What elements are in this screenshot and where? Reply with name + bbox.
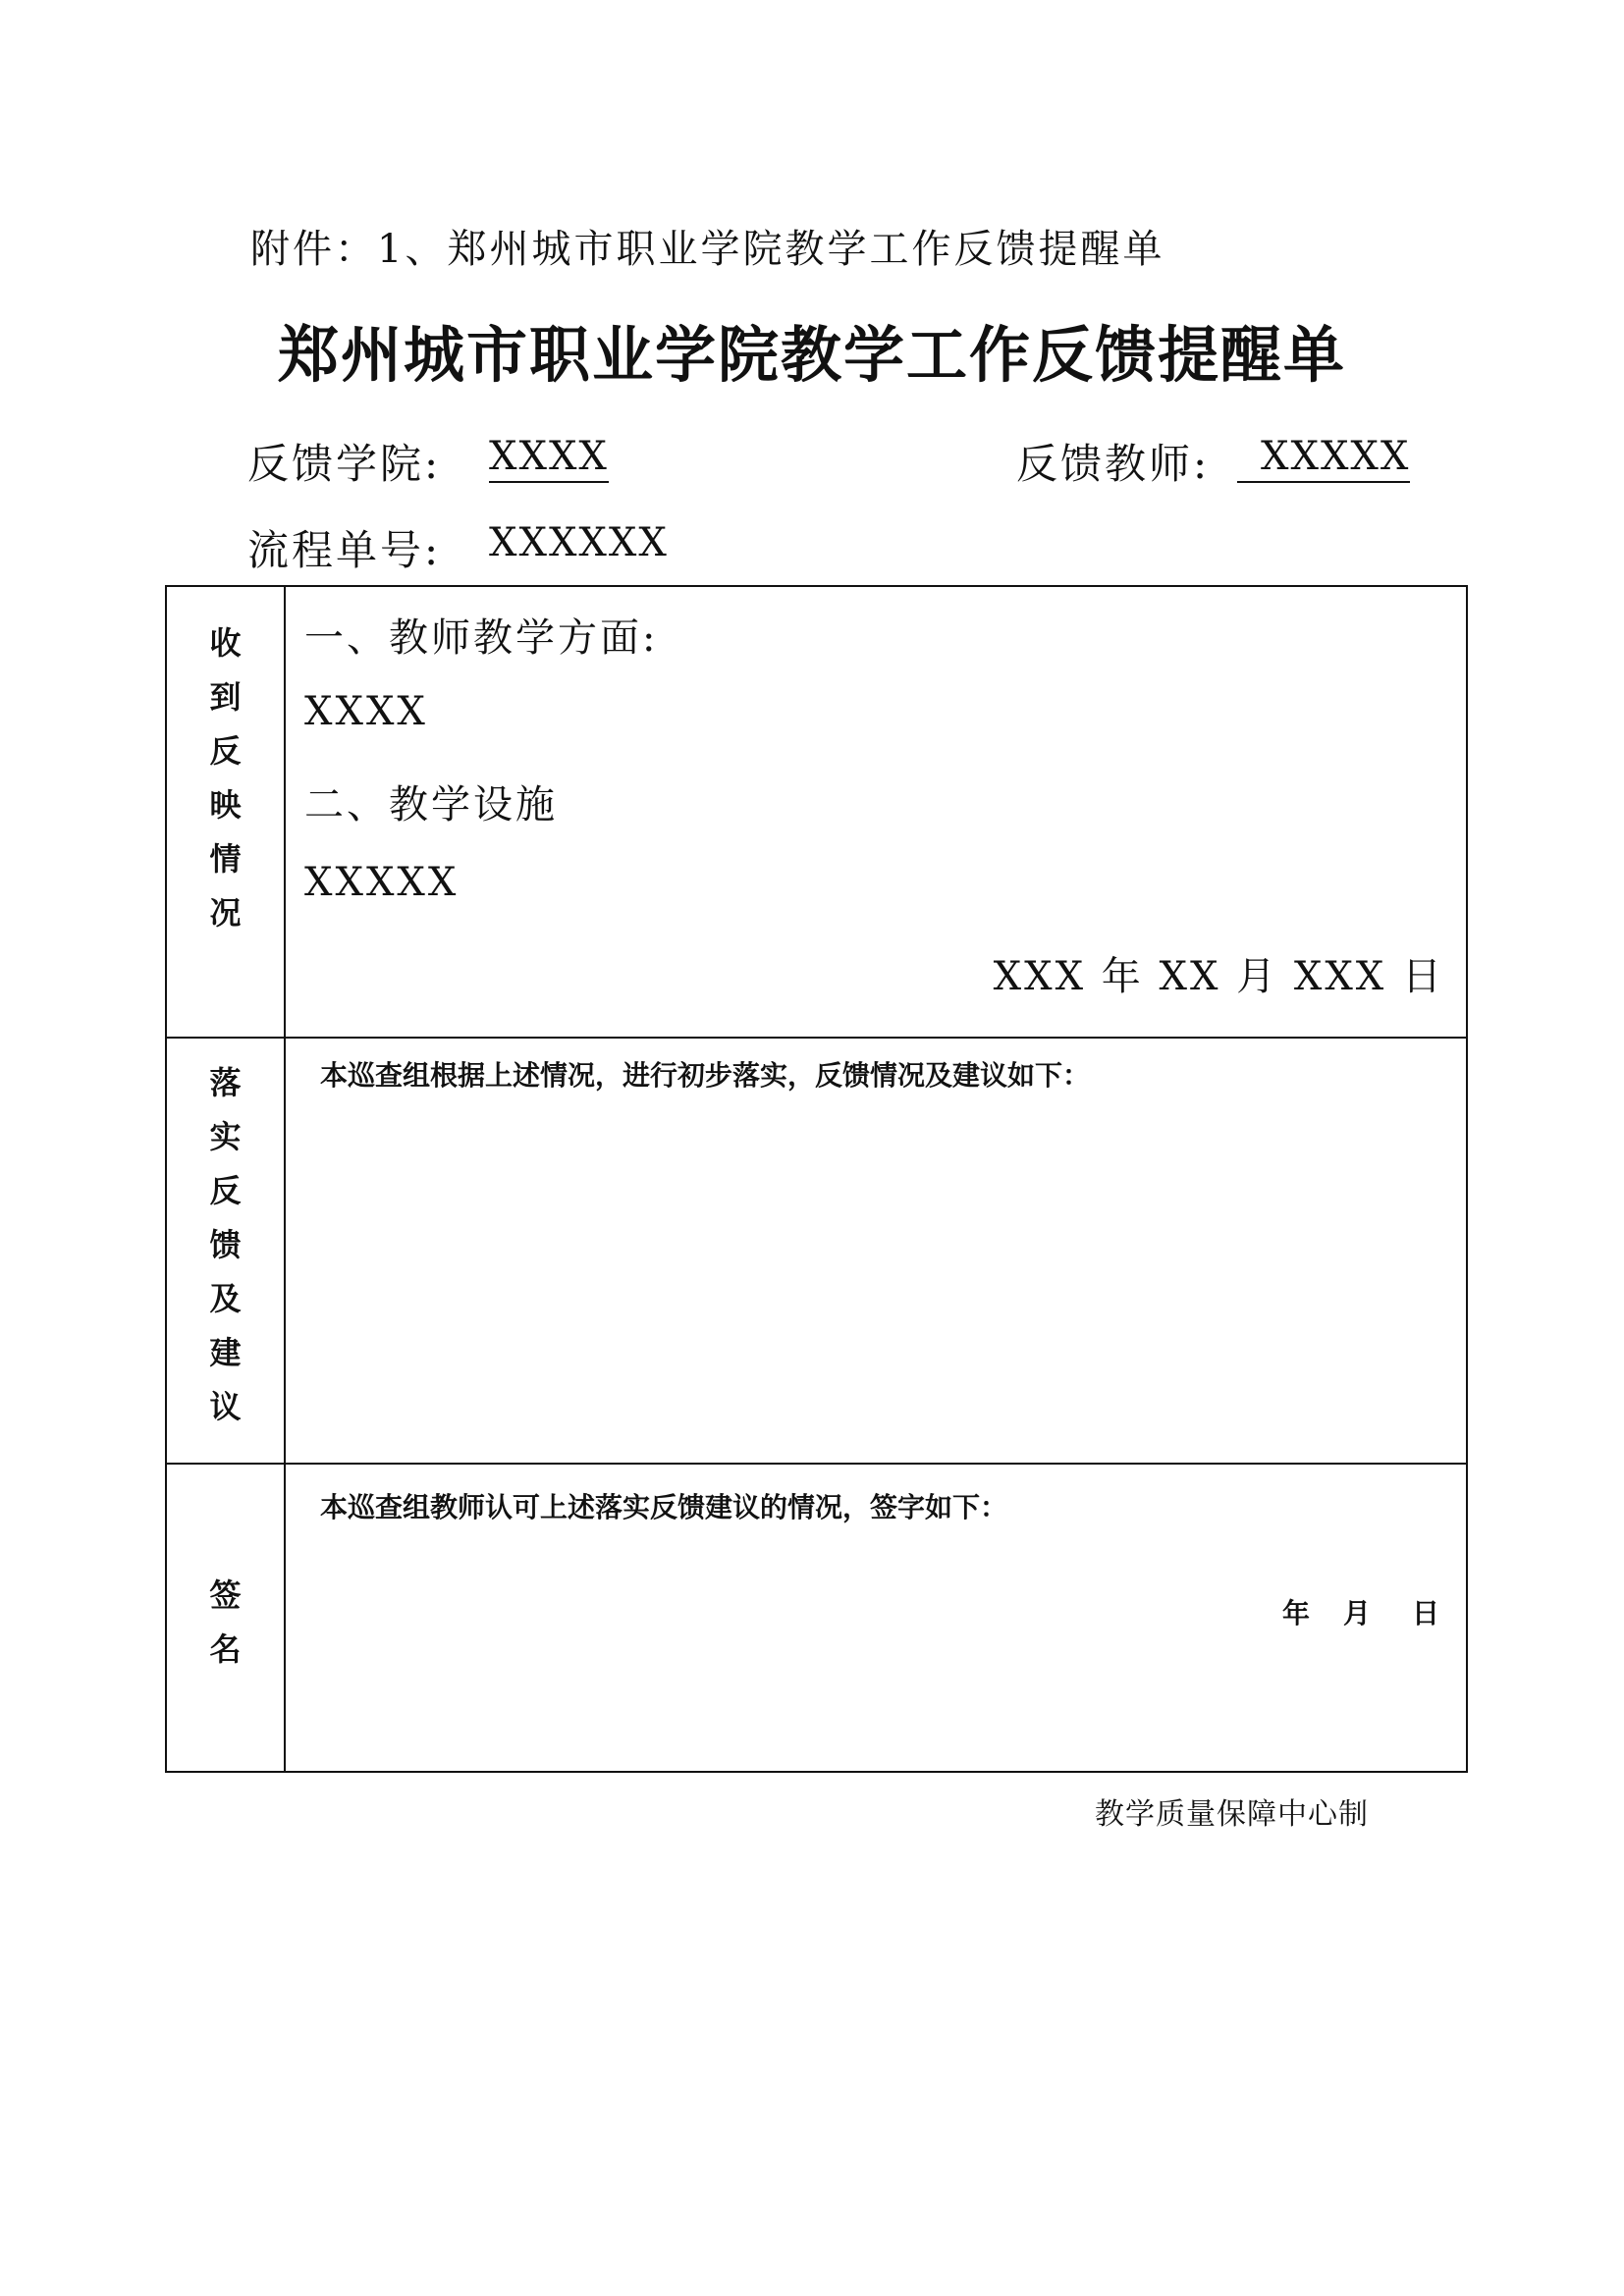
label-char: 反 [209, 1172, 242, 1209]
attachment-line: 附件：1、郑州城市职业学院教学工作反馈提醒单 [250, 227, 1165, 272]
feedback-section-label [167, 1056, 284, 1434]
label-char: 馈 [209, 1226, 242, 1263]
label-char: 议 [209, 1388, 242, 1425]
label-char: 到 [209, 678, 242, 716]
facilities-value: XXXXX [304, 860, 460, 905]
label-char: 情 [209, 840, 242, 878]
feedback-form-table [165, 585, 1468, 1773]
label-char: 况 [209, 894, 242, 932]
teacher-label: 反馈教师: [1016, 440, 1211, 488]
document-title: 郑州城市职业学院教学工作反馈提醒单 [277, 319, 1346, 391]
teaching-heading: 一、教师教学方面: [304, 615, 659, 661]
label-char: 建 [209, 1334, 242, 1371]
received-date: XXX 年 XX 月 XXX 日 [993, 954, 1444, 999]
label-char: 收 [209, 624, 242, 662]
college-label: 反馈学院: [247, 440, 442, 488]
label-char: 反 [209, 732, 242, 770]
label-char: 及 [209, 1280, 242, 1317]
label-char: 名 [209, 1630, 242, 1668]
feedback-intro-text: 本巡查组根据上述情况，进行初步落实，反馈情况及建议如下： [320, 1059, 1091, 1092]
issuer-footer: 教学质量保障中心制 [1095, 1797, 1369, 1832]
label-char: 映 [209, 786, 242, 824]
label-char: 签 [209, 1576, 242, 1614]
college-value: XXXX [489, 434, 609, 483]
row-divider-1 [167, 1037, 1466, 1039]
teaching-value: XXXX [304, 689, 428, 734]
row-divider-2 [167, 1463, 1466, 1465]
flow-number-label: 流程单号: [247, 526, 442, 574]
signature-intro-text: 本巡查组教师认可上述落实反馈建议的情况，签字如下： [320, 1491, 1008, 1523]
received-section-label [167, 616, 284, 940]
label-char: 实 [209, 1118, 242, 1155]
column-divider [284, 587, 286, 1771]
teacher-value: XXXXX [1237, 434, 1410, 483]
signature-section-label [167, 1569, 284, 1677]
signature-year: 年 [1282, 1597, 1311, 1629]
facilities-heading: 二、教学设施 [304, 782, 558, 828]
flow-number-value: XXXXXX [489, 520, 669, 565]
signature-day: 日 [1412, 1597, 1440, 1629]
label-char: 落 [209, 1064, 242, 1101]
signature-month: 月 [1343, 1597, 1372, 1629]
